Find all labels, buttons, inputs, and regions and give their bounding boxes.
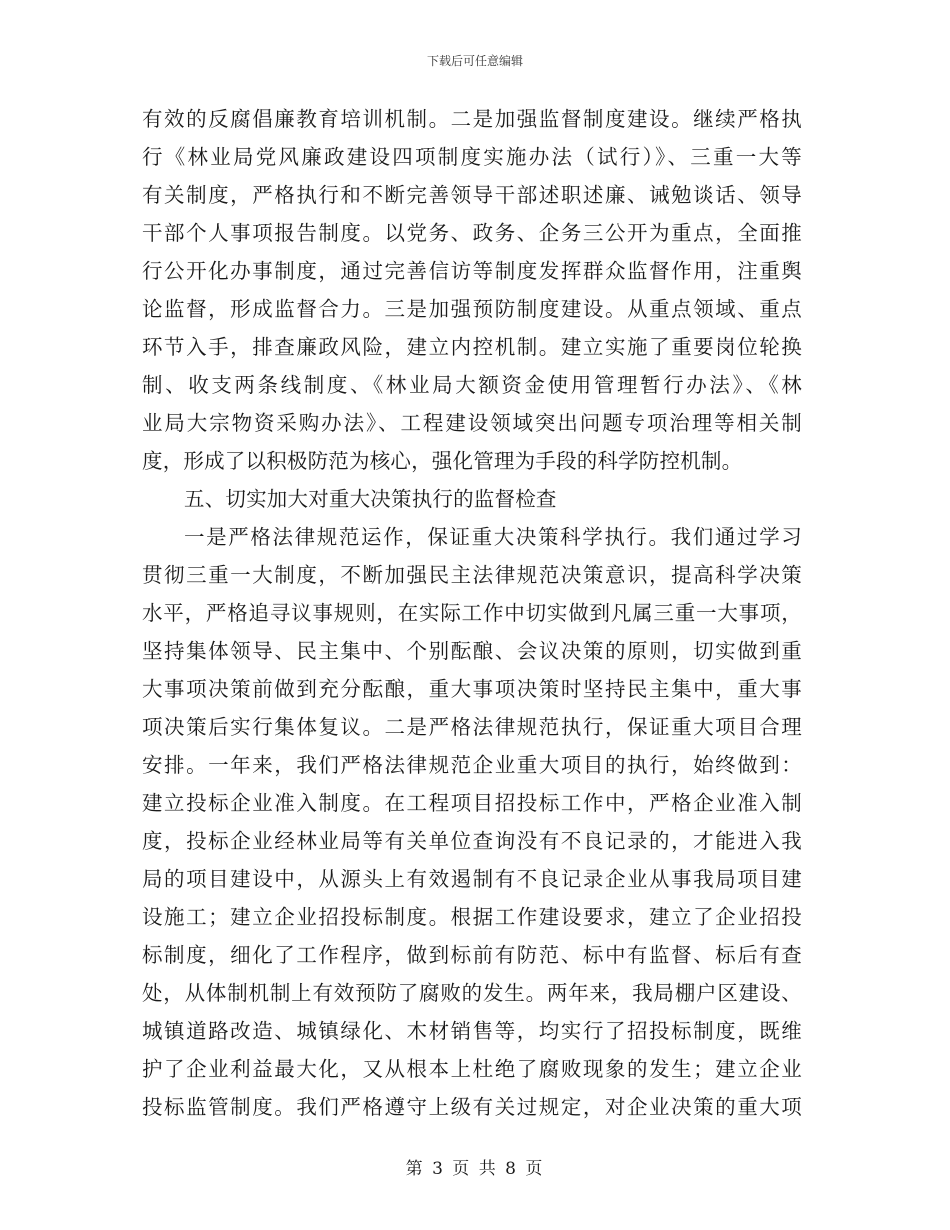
body-line-17: 项决策后实行集体复议。二是严格法律规范执行，保证重大项目合理 xyxy=(142,715,802,739)
body-line-1: 有效的反腐倡廉教育培训机制。二是加强监督制度建设。继续严格执 xyxy=(142,107,802,131)
body-line-5: 行公开化办事制度，通过完善信访等制度发挥群众监督作用，注重舆 xyxy=(142,259,802,283)
body-line-25: 城镇道路改造、城镇绿化、木材销售等，均实行了招投标制度，既维 xyxy=(142,1019,802,1043)
body-line-12: 一是严格法律规范运作，保证重大决策科学执行。我们通过学习 xyxy=(184,525,802,549)
body-line-7: 环节入手，排查廉政风险，建立内控机制。建立实施了重要岗位轮换 xyxy=(142,335,802,359)
body-line-14: 水平，严格追寻议事规则，在实际工作中切实做到凡属三重一大事项， xyxy=(142,601,802,625)
body-line-22: 设施工；建立企业招投标制度。根据工作建设要求，建立了企业招投 xyxy=(142,905,802,929)
document-body xyxy=(142,100,802,1126)
body-line-15: 坚持集体领导、民主集中、个别酝酿、会议决策的原则，切实做到重 xyxy=(142,639,802,663)
body-line-21: 局的项目建设中，从源头上有效遏制有不良记录企业从事我局项目建 xyxy=(142,867,802,891)
body-line-9: 业局大宗物资采购办法》、工程建设领域突出问题专项治理等相关制 xyxy=(142,411,802,435)
body-line-16: 大事项决策前做到充分酝酿，重大事项决策时坚持民主集中，重大事 xyxy=(142,677,802,701)
page-header: 下载后可任意编辑 xyxy=(426,54,523,68)
body-line-4: 干部个人事项报告制度。以党务、政务、企务三公开为重点，全面推 xyxy=(142,221,802,245)
page-number-footer: 第 3 页 共 8 页 xyxy=(405,1159,545,1179)
body-line-6: 论监督，形成监督合力。三是加强预防制度建设。从重点领域、重点 xyxy=(142,297,802,321)
body-line-27: 投标监管制度。我们严格遵守上级有关过规定，对企业决策的重大项 xyxy=(142,1095,802,1119)
body-line-19: 建立投标企业准入制度。在工程项目招投标工作中，严格企业准入制 xyxy=(142,791,802,815)
body-line-20: 度，投标企业经林业局等有关单位查询没有不良记录的，才能进入我 xyxy=(142,829,802,853)
section-heading: 五、切实加大对重大决策执行的监督检查 xyxy=(184,487,557,511)
body-line-8: 制、收支两条线制度、《林业局大额资金使用管理暂行办法》、《林 xyxy=(142,373,802,397)
body-line-10: 度，形成了以积极防范为核心，强化管理为手段的科学防控机制。 xyxy=(142,449,743,473)
body-line-24: 处，从体制机制上有效预防了腐败的发生。两年来，我局棚户区建设、 xyxy=(142,981,802,1005)
body-line-23: 标制度，细化了工作程序，做到标前有防范、标中有监督、标后有查 xyxy=(142,943,802,967)
body-line-2: 行《林业局党风廉政建设四项制度实施办法（试行）》、三重一大等 xyxy=(142,145,802,169)
body-line-18: 安排。一年来，我们严格法律规范企业重大项目的执行，始终做到： xyxy=(142,753,802,777)
body-line-26: 护了企业利益最大化，又从根本上杜绝了腐败现象的发生；建立企业 xyxy=(142,1057,802,1081)
body-line-3: 有关制度，严格执行和不断完善领导干部述职述廉、诫勉谈话、领导 xyxy=(142,183,802,207)
body-line-13: 贯彻三重一大制度，不断加强民主法律规范决策意识，提高科学决策 xyxy=(142,563,802,587)
